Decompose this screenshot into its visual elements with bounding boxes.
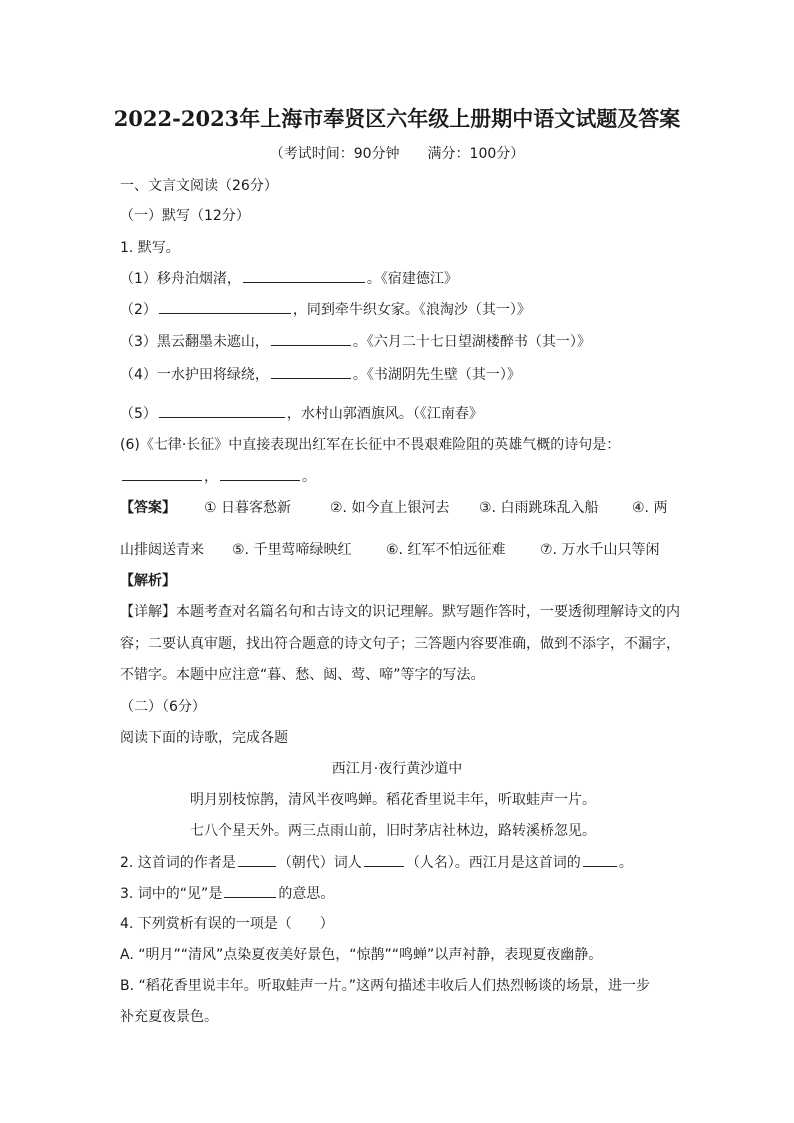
item-text: (6)《七律·长征》中直接表现出红军在长征中不畏艰难险阻的英雄气概的诗句是： [120,437,621,453]
item-text: 。 [618,855,633,871]
item-text: （4）一水护田将绿绕， [120,367,269,383]
answer-item: ⑥. 红军不怕远征难 [386,542,506,558]
question-item: ， 。 [120,466,316,487]
question-item [120,883,334,904]
item-text: （人名）。西江月是这首词的 [405,855,581,871]
reading-prompt: 阅读下面的诗歌，完成各题 [120,730,288,746]
question-stem: 1. 默写。 [120,240,180,256]
item-text: （5） [120,406,157,422]
poem-line: 七八个星天外。两三点雨山前，旧时茅店社林边，路转溪桥忽见。 [190,823,596,839]
answer-blank [224,883,276,898]
item-text: 3. 词中的“见”是 [120,886,223,902]
document-title: 2022-2023年上海市奉贤区六年级上册期中语文试题及答案 [113,106,681,131]
item-text: 2. 这首词的作者是 [120,855,236,871]
analysis-text: 不错字。本题中应注意“暮、愁、闼、莺、啼”等字的写法。 [120,667,485,683]
answer-blank [271,364,351,379]
question-item [120,364,521,385]
answer-blank [583,852,617,867]
answer-blank [243,268,365,283]
item-text: （1）移舟泊烟渚， [120,271,241,287]
answer-blank [364,852,404,867]
poem-line: 明月别枝惊鹊，清风半夜鸣蝉。稻花香里说丰年，听取蛙声一片。 [190,792,596,808]
answer-item: ⑦. 万水千山只等闲 [540,542,660,558]
answer-blank [122,466,202,481]
answer-item: ③. 白雨跳珠乱入船 [479,500,599,516]
poem-title: 西江月·夜行黄沙道中 [331,761,463,777]
item-text: 的意思。 [278,886,335,902]
question-item [120,435,620,455]
answer-blank [271,331,351,346]
answer-item: ⑤. 千里莺啼绿映红 [232,542,352,558]
item-text: 。《宿建德江》 [366,271,458,287]
answer-label: 【答案】 [120,500,176,516]
answer-blank [238,852,276,867]
part-heading: （一）默写（12分） [120,208,250,224]
item-text: 。 [302,469,316,485]
analysis-label: 【解析】 [120,573,176,589]
question-stem: 4. 下列赏析有误的一项是（ ） [120,916,334,932]
answer-item: ④. 两 [632,500,668,516]
answer-item: ① 日暮客愁新 [204,500,292,516]
choice-option: A. “明月”“清风”点染夏夜美好景色，“惊鹊”“鸣蝉”以声衬静，表现夏夜幽静。 [120,947,603,963]
answer-blank [159,403,285,418]
choice-option: B. “稻花香里说丰年。听取蛙声一片。”这两句描述丰收后人们热烈畅谈的场景，进一步 [120,978,651,994]
item-text: （朝代）词人 [277,855,362,871]
part-heading: （二）（6分） [120,699,206,715]
analysis-text: 容；二要认真审题，找出符合题意的诗文句子；三答题内容要准确，做到不添字，不漏字， [120,636,680,652]
item-text: ，水村山郭酒旗风。（《江南春》 [286,406,483,422]
answer-blank [159,299,291,314]
answer-blank [220,466,300,481]
item-text: ，同到牵牛织女家。《浪淘沙（其一）》 [292,302,531,318]
choice-option-cont: 补充夏夜景色。 [120,1009,218,1025]
answer-item: 山排闼送青来 [120,542,204,558]
exam-info: （考试时间：90分钟 满分：100分） [269,146,525,162]
item-text: 。《书湖阴先生壁（其一）》 [352,367,521,383]
item-text: （2） [120,302,157,318]
item-text: （3）黑云翻墨未遮山， [120,334,269,350]
question-item [120,852,633,873]
item-text: 。《六月二十七日望湖楼醉书（其一）》 [352,334,591,350]
question-item [120,403,483,424]
section-heading: 一、文言文阅读（26分） [120,178,278,194]
question-item [120,299,531,320]
answer-item: ②. 如今直上银河去 [330,500,450,516]
question-item [120,268,458,289]
analysis-text: 【详解】本题考查对名篇名句和古诗文的识记理解。默写题作答时，一要透彻理解诗文的内 [120,604,680,620]
question-item [120,331,591,352]
